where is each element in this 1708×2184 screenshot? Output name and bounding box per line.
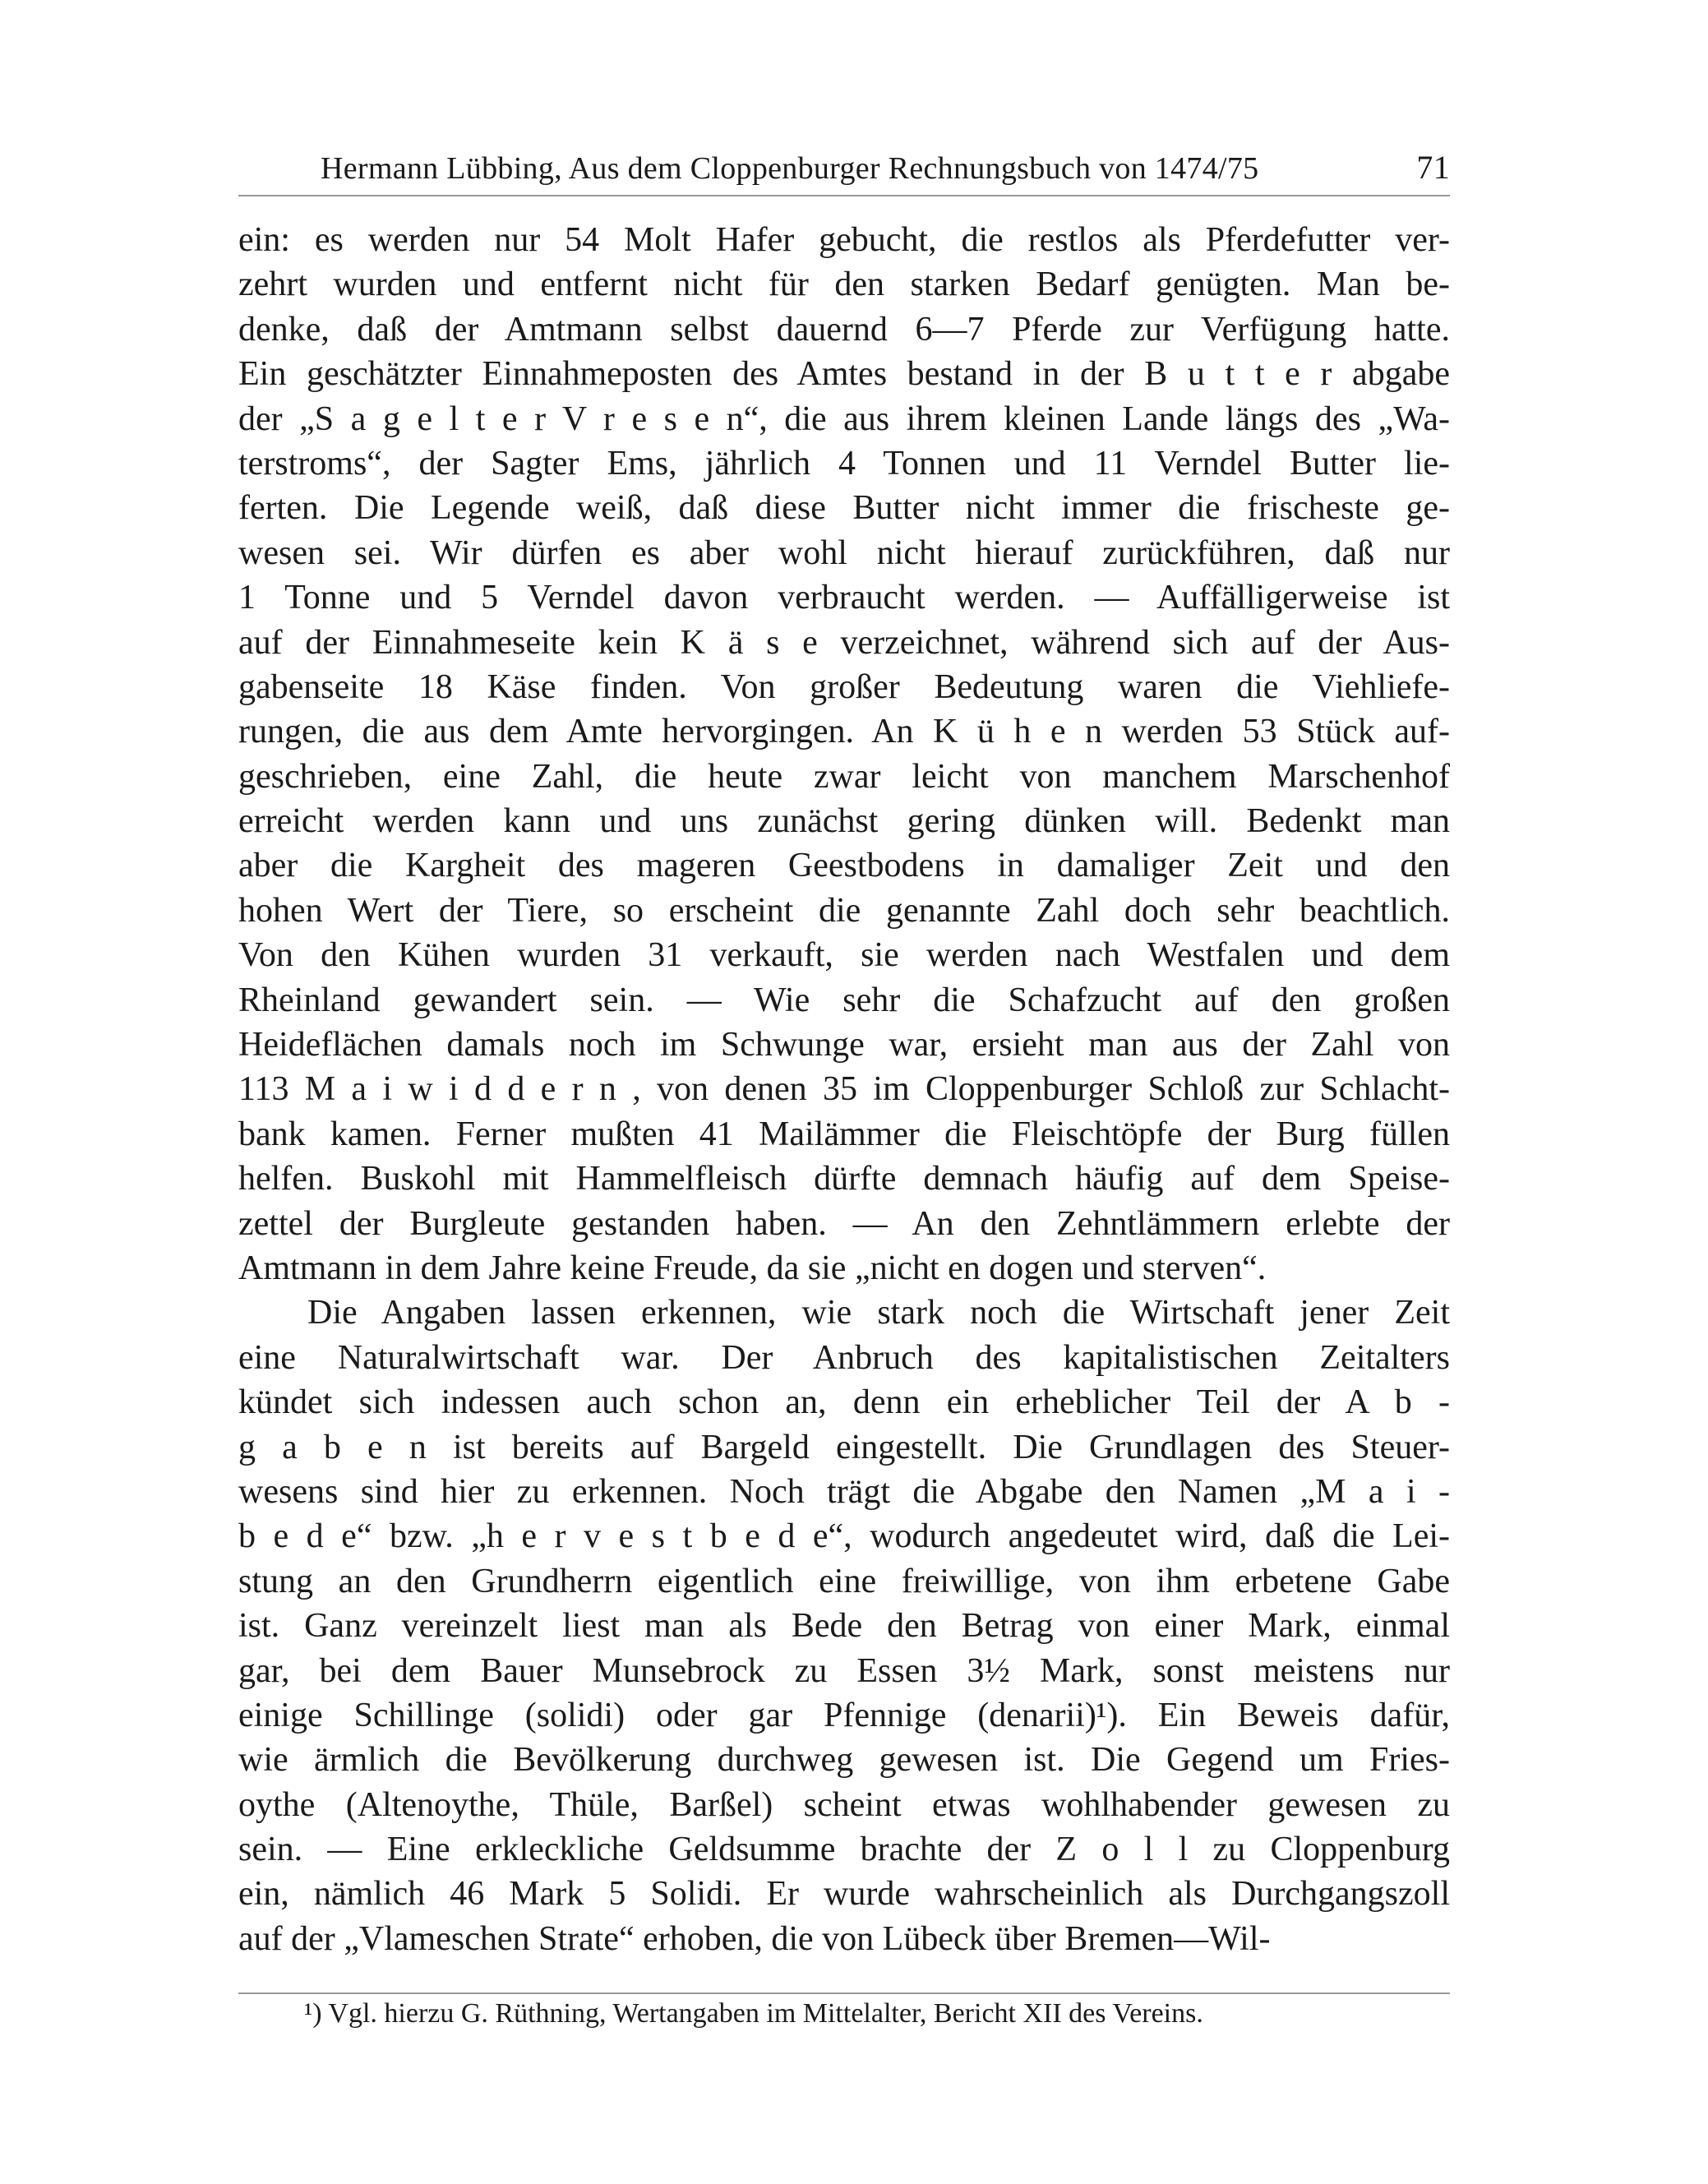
header-rule (238, 195, 1450, 196)
text-line: wie ärmlich die Bevölkerung durchweg gewesen ist. Die Gegend um Fries- (238, 1741, 1450, 1780)
text-line: b e d e“ bzw. „h e r v e s t b e d e“, wodurch angedeutet wird, daß die Lei- (238, 1517, 1450, 1556)
text-line: gar, bei dem Bauer Munsebrock zu Essen 3½ Mark, sonst meistens nur (238, 1651, 1450, 1690)
text-line: hohen Wert der Tiere, so erscheint die genannte Zahl doch sehr beachtlich. (238, 891, 1450, 930)
text-line: auf der „Vlameschen Strate“ erhoben, die von Lübeck über Bremen—Wil- (238, 1919, 1271, 1958)
text-line: terstroms“, der Sagter Ems, jährlich 4 Tonnen und 11 Verndel Butter lie- (238, 444, 1450, 483)
text-line: helfen. Buskohl mit Hammelfleisch dürfte demnach häufig auf dem Speise- (238, 1160, 1450, 1198)
footnote-text: Vgl. hierzu G. Rüthning, Wertangaben im Mittelalter, Bericht XII des Vereins. (328, 1998, 1203, 2029)
text-line: zettel der Burgleute gestanden haben. — An den Zehntlämmern erlebte der (238, 1204, 1450, 1243)
text-line: denke, daß der Amtmann selbst dauernd 6—7 Pferde zur Verfügung hatte. (238, 310, 1450, 349)
running-header (321, 148, 1450, 187)
text-line: wesen sei. Wir dürfen es aber wohl nicht hierauf zurückführen, daß nur (238, 533, 1450, 572)
text-line: sein. — Eine erkleckliche Geldsumme brachte der Z o l l zu Cloppenburg (238, 1831, 1450, 1869)
footnote (304, 1996, 1450, 2032)
text-line: Die Angaben lassen erkennen, wie stark noch die Wirtschaft jener Zeit (307, 1294, 1450, 1332)
text-line: bank kamen. Ferner mußten 41 Mailämmer die Fleischtöpfe der Burg füllen (238, 1115, 1450, 1153)
text-line: Amtmann in dem Jahre keine Freude, da sie „nicht en dogen und sterven“. (238, 1249, 1267, 1287)
text-line: rungen, die aus dem Amte hervorgingen. An K ü h e n werden 53 Stück auf- (238, 713, 1450, 751)
text-line: eine Naturalwirtschaft war. Der Anbruch des kapitalistischen Zeitalters (238, 1338, 1450, 1377)
text-line: ein, nämlich 46 Mark 5 Solidi. Er wurde wahrscheinlich als Durchgangszoll (238, 1875, 1450, 1914)
text-line: ist. Ganz vereinzelt liest man als Bede den Betrag von einer Mark, einmal (238, 1607, 1450, 1646)
running-title: Hermann Lübbing, Aus dem Cloppenburger Rechnungsbuch von 1474/75 (321, 151, 1259, 186)
body-text (238, 218, 1450, 1961)
text-line: auf der Einnahmeseite kein K ä s e verzeichnet, während sich auf der Aus- (238, 623, 1450, 662)
text-line: Rheinland gewandert sein. — Wie sehr die Schafzucht auf den großen (238, 981, 1450, 1019)
text-line: Ein geschätzter Einnahmeposten des Amtes bestand in der B u t t e r abgabe (238, 355, 1450, 394)
text-line: 1 Tonne und 5 Verndel davon verbraucht werden. — Auffälligerweise ist (238, 579, 1450, 617)
text-line: Von den Kühen wurden 31 verkauft, sie werden nach Westfalen und dem (238, 936, 1450, 975)
paragraph (238, 218, 1450, 1291)
text-line: 113 M a i w i d d e r n , von denen 35 im Cloppenburger Schloß zur Schlacht- (238, 1070, 1450, 1109)
text-line: kündet sich indessen auch schon an, denn ein erheblicher Teil der A b - (238, 1383, 1450, 1422)
footnote-marker: ¹) (304, 1998, 322, 2029)
footnote-rule (238, 1992, 1450, 1994)
text-line: einige Schillinge (solidi) oder gar Pfennige (denarii)¹). Ein Beweis dafür, (238, 1696, 1450, 1734)
page-number: 71 (1416, 149, 1450, 186)
text-line: ein: es werden nur 54 Molt Hafer gebucht, die restlos als Pferdefutter ver- (238, 221, 1450, 259)
text-line: Heideflächen damals noch im Schwunge war, ersieht man aus der Zahl von (238, 1026, 1450, 1064)
text-line: g a b e n ist bereits auf Bargeld eingestellt. Die Grundlagen des Steuer- (238, 1428, 1450, 1466)
text-line: zehrt wurden und entfernt nicht für den starken Bedarf genügten. Man be- (238, 265, 1450, 304)
text-line: gabenseite 18 Käse finden. Von großer Bedeutung waren die Viehliefe- (238, 667, 1450, 706)
text-line: erreicht werden kann und uns zunächst gering dünken will. Bedenkt man (238, 802, 1450, 841)
text-line: wesens sind hier zu erkennen. Noch trägt die Abgabe den Namen „M a i - (238, 1472, 1450, 1511)
text-line: aber die Kargheit des mageren Geestbodens in damaliger Zeit und den (238, 847, 1450, 885)
text-line: oythe (Altenoythe, Thüle, Barßel) scheint etwas wohlhabender gewesen zu (238, 1785, 1450, 1824)
paragraph (238, 1291, 1450, 1961)
text-line: der „S a g e l t e r V r e s e n“, die aus ihrem kleinen Lande längs des „Wa- (238, 399, 1450, 438)
text-line: geschrieben, eine Zahl, die heute zwar leicht von manchem Marschenhof (238, 757, 1450, 796)
text-line: stung an den Grundherrn eigentlich eine freiwillige, von ihm erbetene Gabe (238, 1562, 1450, 1600)
text-line: ferten. Die Legende weiß, daß diese Butter nicht immer die frischeste ge- (238, 489, 1450, 528)
